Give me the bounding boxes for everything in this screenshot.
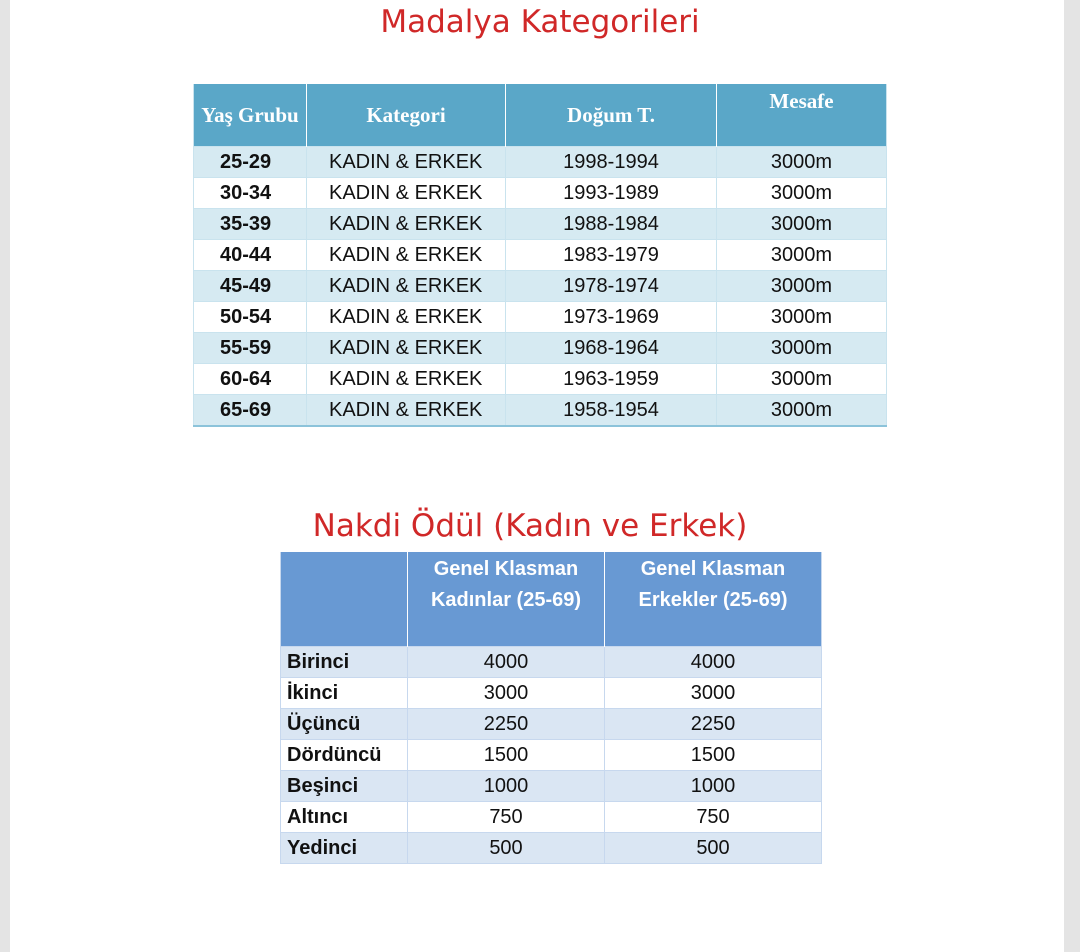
category-cell: KADIN & ERKEK (307, 271, 506, 302)
category-cell: KADIN & ERKEK (307, 209, 506, 240)
category-cell: KADIN & ERKEK (307, 240, 506, 271)
age-group-cell: 50-54 (194, 302, 307, 333)
header-women: Genel Klasman Kadınlar (25-69) (408, 552, 605, 647)
distance-cell: 3000m (717, 364, 887, 395)
header-birth-year: Doğum T. (506, 84, 717, 147)
place-cell: Yedinci (281, 833, 408, 864)
header-age-group: Yaş Grubu (194, 84, 307, 147)
women-prize-cell: 500 (408, 833, 605, 864)
table-row (194, 240, 887, 271)
birth-year-cell: 1988-1984 (506, 209, 717, 240)
women-prize-cell: 4000 (408, 647, 605, 678)
women-prize-cell: 2250 (408, 709, 605, 740)
age-group-cell: 30-34 (194, 178, 307, 209)
birth-year-cell: 1998-1994 (506, 147, 717, 178)
age-group-cell: 25-29 (194, 147, 307, 178)
table-row (194, 333, 887, 364)
table-row (194, 302, 887, 333)
distance-cell: 3000m (717, 302, 887, 333)
table-row (194, 395, 887, 427)
category-cell: KADIN & ERKEK (307, 333, 506, 364)
table-row (194, 364, 887, 395)
birth-year-cell: 1993-1989 (506, 178, 717, 209)
distance-cell: 3000m (717, 178, 887, 209)
table-header-row (194, 84, 887, 147)
age-group-cell: 35-39 (194, 209, 307, 240)
distance-cell: 3000m (717, 395, 887, 427)
age-group-cell: 45-49 (194, 271, 307, 302)
men-prize-cell: 750 (605, 802, 822, 833)
category-cell: KADIN & ERKEK (307, 302, 506, 333)
distance-cell: 3000m (717, 209, 887, 240)
table-row (281, 771, 822, 802)
birth-year-cell: 1968-1964 (506, 333, 717, 364)
table-row (281, 802, 822, 833)
men-prize-cell: 2250 (605, 709, 822, 740)
women-prize-cell: 1500 (408, 740, 605, 771)
men-prize-cell: 1500 (605, 740, 822, 771)
distance-cell: 3000m (717, 240, 887, 271)
header-men: Genel Klasman Erkekler (25-69) (605, 552, 822, 647)
cash-prize-table (280, 552, 822, 864)
table-row (281, 740, 822, 771)
category-cell: KADIN & ERKEK (307, 364, 506, 395)
birth-year-cell: 1973-1969 (506, 302, 717, 333)
age-group-cell: 55-59 (194, 333, 307, 364)
distance-cell: 3000m (717, 147, 887, 178)
place-cell: Altıncı (281, 802, 408, 833)
place-cell: Üçüncü (281, 709, 408, 740)
distance-cell: 3000m (717, 271, 887, 302)
header-distance: Mesafe (717, 84, 887, 147)
men-prize-cell: 3000 (605, 678, 822, 709)
header-place (281, 552, 408, 647)
men-prize-cell: 500 (605, 833, 822, 864)
age-group-cell: 65-69 (194, 395, 307, 427)
table-row (281, 678, 822, 709)
women-prize-cell: 3000 (408, 678, 605, 709)
birth-year-cell: 1958-1954 (506, 395, 717, 427)
place-cell: Dördüncü (281, 740, 408, 771)
age-group-cell: 60-64 (194, 364, 307, 395)
place-cell: Birinci (281, 647, 408, 678)
medal-categories-table (193, 84, 887, 427)
table-row (281, 833, 822, 864)
place-cell: Beşinci (281, 771, 408, 802)
birth-year-cell: 1963-1959 (506, 364, 717, 395)
medal-categories-title: Madalya Kategorileri (380, 4, 700, 40)
women-prize-cell: 1000 (408, 771, 605, 802)
table-row (194, 147, 887, 178)
table-row (281, 709, 822, 740)
women-prize-cell: 750 (408, 802, 605, 833)
distance-cell: 3000m (717, 333, 887, 364)
category-cell: KADIN & ERKEK (307, 178, 506, 209)
cash-prize-title: Nakdi Ödül (Kadın ve Erkek) (312, 508, 748, 544)
table-row (194, 271, 887, 302)
table-header-row (281, 552, 822, 647)
category-cell: KADIN & ERKEK (307, 147, 506, 178)
age-group-cell: 40-44 (194, 240, 307, 271)
table-row (194, 209, 887, 240)
birth-year-cell: 1978-1974 (506, 271, 717, 302)
birth-year-cell: 1983-1979 (506, 240, 717, 271)
category-cell: KADIN & ERKEK (307, 395, 506, 427)
header-category: Kategori (307, 84, 506, 147)
men-prize-cell: 1000 (605, 771, 822, 802)
place-cell: İkinci (281, 678, 408, 709)
table-row (194, 178, 887, 209)
table-row (281, 647, 822, 678)
men-prize-cell: 4000 (605, 647, 822, 678)
